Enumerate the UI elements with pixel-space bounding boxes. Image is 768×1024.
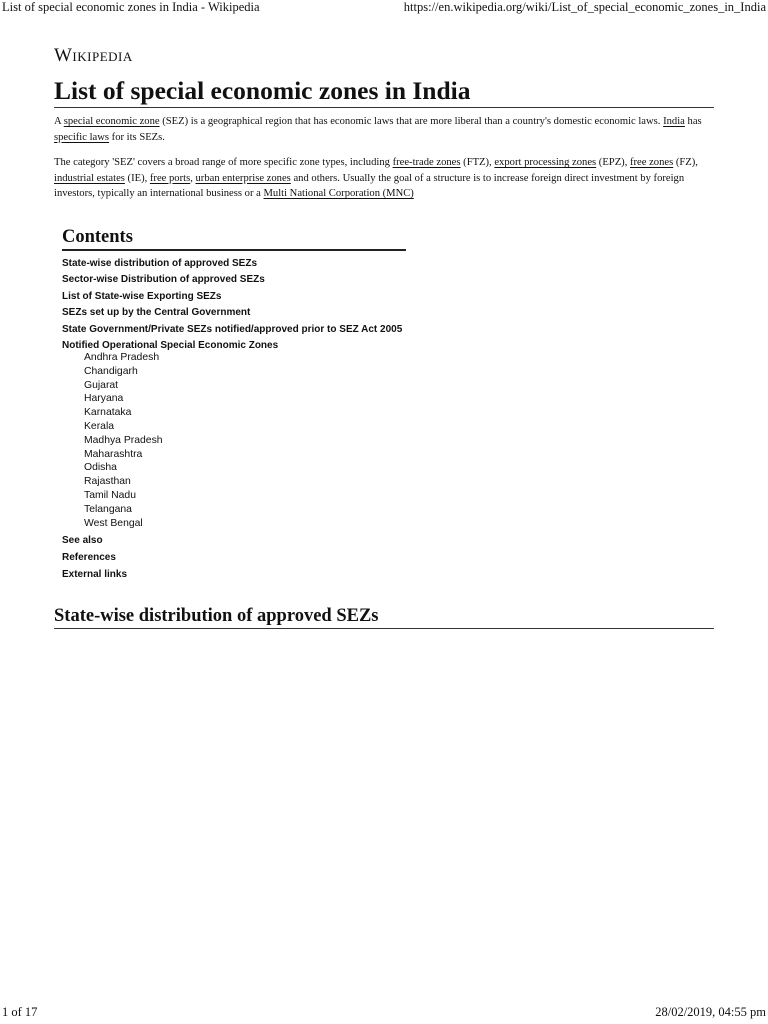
article-content <box>54 44 714 629</box>
toc-subitem-haryana[interactable]: Haryana <box>84 393 124 405</box>
toc-subitem-west-bengal[interactable]: West Bengal <box>84 517 143 529</box>
toc-subitem-karnataka[interactable]: Karnataka <box>84 407 132 419</box>
intro-paragraph-1 <box>54 114 714 145</box>
text-run: for its SEZs. <box>109 131 165 143</box>
link-export-processing-zones[interactable]: export processing zones <box>494 157 597 168</box>
link-industrial-estates[interactable]: industrial estates <box>54 172 125 184</box>
print-footer <box>0 1006 768 1024</box>
link-special-economic-zone[interactable]: special economic zone <box>63 116 160 127</box>
link-free-ports[interactable]: free ports <box>149 172 191 184</box>
toc-item-state-private-sezs[interactable]: State Government/Private SEZs notified/approved prior to SEZ Act 2005 <box>62 323 403 335</box>
text-run: , <box>190 172 196 184</box>
text-run: A <box>54 116 64 127</box>
wikipedia-wordmark[interactable]: Wikipedia <box>54 45 133 66</box>
toc-subitem-chandigarh[interactable]: Chandigarh <box>84 365 138 377</box>
toc-list-trailing <box>62 533 406 583</box>
print-header-title: List of special economic zones in India - Wikipedia <box>2 0 260 14</box>
toc-subitem-telangana[interactable]: Telangana <box>84 503 132 515</box>
text-run: (IE), <box>124 172 150 184</box>
toc-item-state-wise-exporting-sezs[interactable]: List of State-wise Exporting SEZs <box>62 290 222 302</box>
toc-list <box>62 256 406 356</box>
toc-item-sector-wise-distribution[interactable]: Sector-wise Distribution of approved SEZs <box>62 274 265 286</box>
text-run: and others. Usually the goal of a structure is to increase foreign direct investment by foreign investors, typically an international business or a <box>54 172 685 199</box>
toc-subitem-maharashtra[interactable]: Maharashtra <box>84 448 143 460</box>
text-run: (FTZ), <box>460 157 495 168</box>
print-footer-page-number: 1 of 17 <box>2 1005 38 1019</box>
print-footer-datetime: 28/02/2019, 04:55 pm <box>655 1005 766 1019</box>
intro-paragraph-2 <box>54 155 714 202</box>
print-header-url: https://en.wikipedia.org/wiki/List_of_special_economic_zones_in_India <box>403 0 766 14</box>
toc-item-references[interactable]: References <box>62 552 116 564</box>
toc-subitem-gujarat[interactable]: Gujarat <box>84 379 119 391</box>
link-india[interactable]: India <box>663 116 685 127</box>
toc-subitem-tamil-nadu[interactable]: Tamil Nadu <box>84 490 136 502</box>
toc-subitem-kerala[interactable]: Kerala <box>84 421 115 433</box>
link-free-zones[interactable]: free zones <box>630 157 674 168</box>
toc-sublist <box>84 351 406 530</box>
toc-item-state-wise-distribution[interactable]: State-wise distribution of approved SEZs <box>62 257 258 269</box>
toc-item-notified-operational-sezs[interactable]: Notified Operational Special Economic Zones <box>62 340 279 352</box>
text-run: (FZ), <box>673 157 698 168</box>
toc-subitem-andhra-pradesh[interactable]: Andhra Pradesh <box>84 352 160 364</box>
toc-subitem-rajasthan[interactable]: Rajasthan <box>84 476 131 488</box>
text-run: (SEZ) is a geographical region that has economic laws that are more liberal than a country's domestic economic laws. <box>159 116 664 127</box>
section-heading: State-wise distribution of approved SEZs <box>54 605 714 629</box>
toc-item-central-government-sezs[interactable]: SEZs set up by the Central Government <box>62 307 251 319</box>
toc-title: Contents <box>62 226 406 251</box>
link-free-trade-zones[interactable]: free-trade zones <box>392 157 461 168</box>
print-header <box>0 0 768 18</box>
text-run: (EPZ), <box>596 157 630 168</box>
link-multi-national-corporation[interactable]: Multi National Corporation (MNC) <box>263 188 414 199</box>
toc-item-see-also[interactable]: See also <box>62 535 103 547</box>
page-title: List of special economic zones in India <box>54 76 714 108</box>
text-run: has <box>684 116 702 127</box>
toc-item-external-links[interactable]: External links <box>62 568 128 580</box>
table-of-contents <box>62 226 406 584</box>
link-urban-enterprise-zones[interactable]: urban enterprise zones <box>195 172 291 184</box>
toc-subitem-odisha[interactable]: Odisha <box>84 462 117 474</box>
toc-subitem-madhya-pradesh[interactable]: Madhya Pradesh <box>84 434 163 446</box>
link-specific-laws[interactable]: specific laws <box>54 131 110 143</box>
text-run: The category 'SEZ' covers a broad range of more specific zone types, including <box>54 157 393 168</box>
